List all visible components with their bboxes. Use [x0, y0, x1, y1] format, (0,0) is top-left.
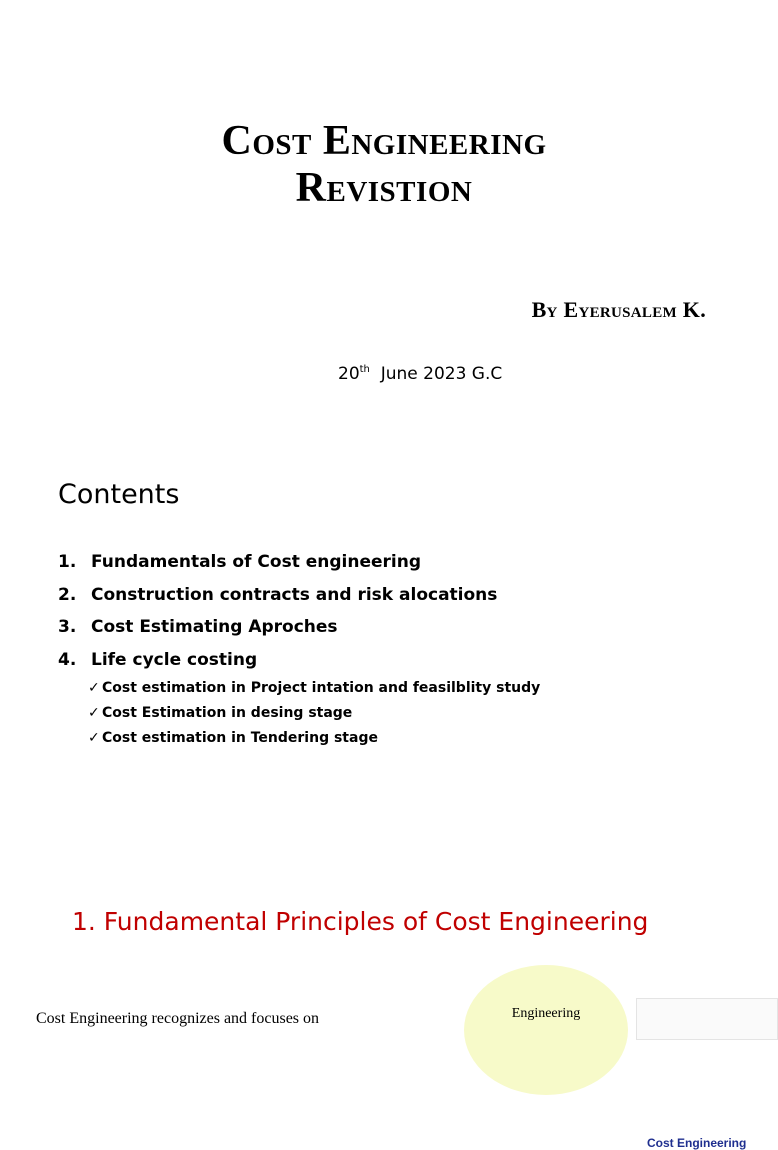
title-line-2: Revistion	[295, 165, 473, 211]
section-heading: 1. Fundamental Principles of Cost Engineering	[72, 907, 649, 936]
checkmark-icon: ✓	[88, 704, 100, 721]
title-line-1: Cost Engineering	[221, 118, 547, 164]
fundamentals-slide	[0, 880, 768, 1150]
contents-item-number: 1.	[58, 552, 77, 572]
contents-sublist	[88, 675, 540, 750]
contents-item-number: 3.	[58, 617, 77, 637]
author-name: By Eyerusalem K.	[531, 297, 706, 322]
body-text: Cost Engineering recognizes and focuses on	[36, 1010, 320, 1027]
contents-item-label: Fundamentals of Cost engineering	[91, 552, 422, 572]
date-day: 20	[338, 364, 360, 384]
engineering-circle	[464, 965, 628, 1095]
presentation-date	[338, 364, 502, 384]
presentation-title	[0, 118, 768, 212]
checkmark-icon: ✓	[88, 729, 100, 746]
contents-item-number: 2.	[58, 584, 77, 605]
date-rest: June 2023 G.C	[380, 364, 503, 384]
contents-subitem	[88, 675, 540, 700]
contents-item	[58, 583, 497, 616]
contents-item-label: Cost Estimating Aproches	[91, 617, 338, 637]
contents-slide	[0, 440, 768, 880]
contents-heading: Contents	[58, 479, 180, 510]
circle-label: Engineering	[511, 1006, 581, 1021]
contents-item-number: 4.	[58, 649, 77, 670]
date-suffix: th	[359, 364, 370, 375]
contents-subitem-label: Cost estimation in Tendering stage	[102, 729, 378, 746]
contents-item-label: Life cycle costing	[91, 649, 258, 670]
contents-subitem-label: Cost Estimation in desing stage	[102, 704, 353, 721]
contents-list	[58, 550, 497, 680]
cost-engineering-box	[636, 998, 778, 1150]
contents-subitem	[88, 725, 540, 750]
contents-item	[58, 550, 497, 583]
contents-subitem-label: Cost estimation in Project intation and feasilblity study	[102, 679, 541, 696]
title-slide	[0, 0, 768, 440]
contents-item	[58, 615, 497, 648]
contents-subitem	[88, 700, 540, 725]
cost-engineering-label: Cost Engineering	[647, 1136, 747, 1150]
checkmark-icon: ✓	[88, 679, 100, 696]
contents-item-label: Construction contracts and risk alocations	[91, 584, 498, 605]
